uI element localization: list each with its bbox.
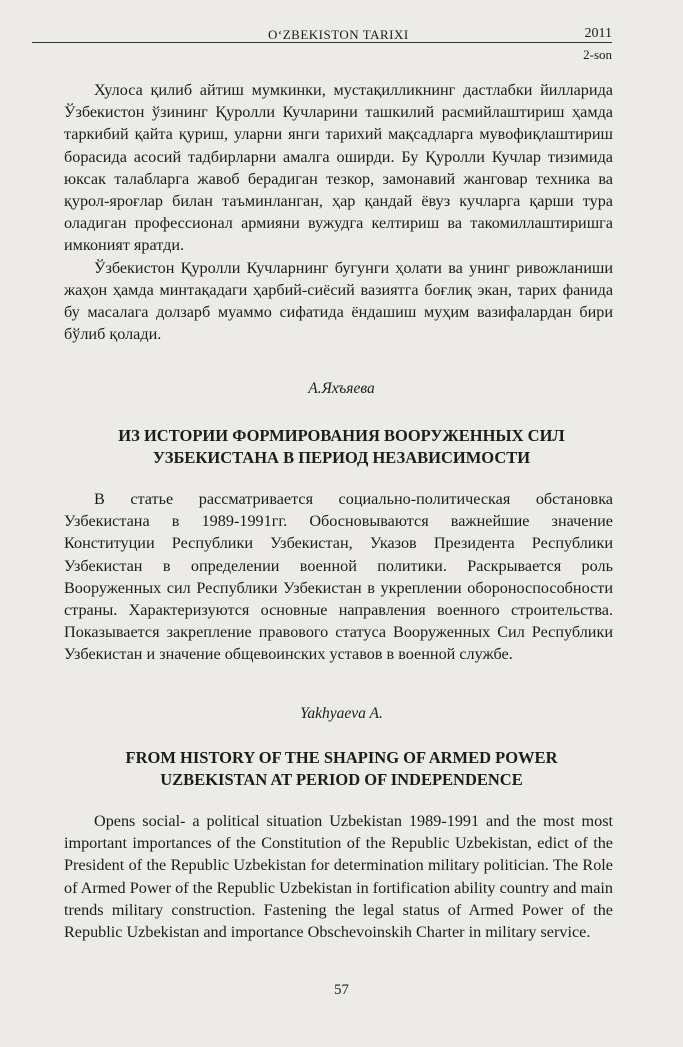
uzbek-conclusion xyxy=(64,79,613,345)
page-header xyxy=(32,24,612,62)
english-abstract: Opens social- a political situation Uzbekistan 1989-1991 and the most most important importances of the Constitution of the Republic Uzbekistan, edict of the President of the Republic Uzbekistan for determination military politician. The Role of Armed Power of the Republic Uzbekistan in fortification ability country and main trends military construction. Fastening the legal status of Armed Power of the Republic Uzbekistan and importance Obschevoinskih Charter in military service. xyxy=(64,812,613,942)
english-title xyxy=(64,747,619,791)
russian-abstract-block xyxy=(64,488,613,666)
header-rule xyxy=(32,42,612,43)
uzbek-paragraph-2: Ўзбекистон Қуролли Кучларнинг бугунги ҳолати ва унинг ривожланиши жаҳон ҳамда минтақадаги ҳарбий-сиёсий вазиятга боғлиқ экан, тарих фанида бу масалага долзарб муаммо сифатида ёндашиш муҳим вазифалардан бири бўлиб қолади. xyxy=(64,258,613,344)
issue-number: 2-son xyxy=(583,47,612,62)
russian-title-line-1: ИЗ ИСТОРИИ ФОРМИРОВАНИЯ ВООРУЖЕННЫХ СИЛ xyxy=(118,426,565,445)
russian-abstract: В статье рассматривается социально-политическая обстановка Узбекистана в 1989-1991гг. Обосновываются важнейшие значение Конституции Республики Узбекистан, Указов Президента Республики Узбекистан в определении военной политики. Раскрывается роль Вооруженных сил Республики Узбекистан в укреплении обороноспособности страны. Характеризуются основные направления военного строительства. Показывается закрепление правового статуса Вооруженных Сил Республики Узбекистан и значение общевоинских уставов в военной службе. xyxy=(64,490,613,664)
page-number: 57 xyxy=(334,982,349,998)
issue-year: 2011 xyxy=(584,26,612,41)
uzbek-paragraph-1: Хулоса қилиб айтиш мумкинки, мустақилликнинг дастлабки йилларида Ўзбекистон ўзининг Қуролли Кучларини ташкилий расмийлаштириш ҳамда таркибий қайта қуриш, уларни янги тарихий мақсадларга мувофиқлаштириш борасида асосий тадбирларни амалга оширди. Бу Қуролли Кучлар тизимида юксак талабларга жавоб берадиган тезкор, замонавий жанговар техника ва қурол-яроғлар билан таъминланган, ҳар қандай ёвуз кучларга қарши тура оладиган профессионал армияни вужудга келтириш ва такомиллаштиришга имконият яратди. xyxy=(64,81,613,255)
russian-title-line-2: УЗБЕКИСТАНА В ПЕРИОД НЕЗАВИСИМОСТИ xyxy=(152,448,531,467)
journal-title: O‘ZBEKISTON TARIXI xyxy=(268,27,409,42)
english-title-line-1: FROM HISTORY OF THE SHAPING OF ARMED POWER xyxy=(125,748,558,767)
english-title-line-2: UZBEKISTAN AT PERIOD OF INDEPENDENCE xyxy=(160,770,523,789)
russian-title xyxy=(64,425,619,469)
english-author: Yakhyaeva A. xyxy=(300,705,383,722)
russian-author: А.Яхъяева xyxy=(308,380,375,397)
english-abstract-block xyxy=(64,810,613,943)
